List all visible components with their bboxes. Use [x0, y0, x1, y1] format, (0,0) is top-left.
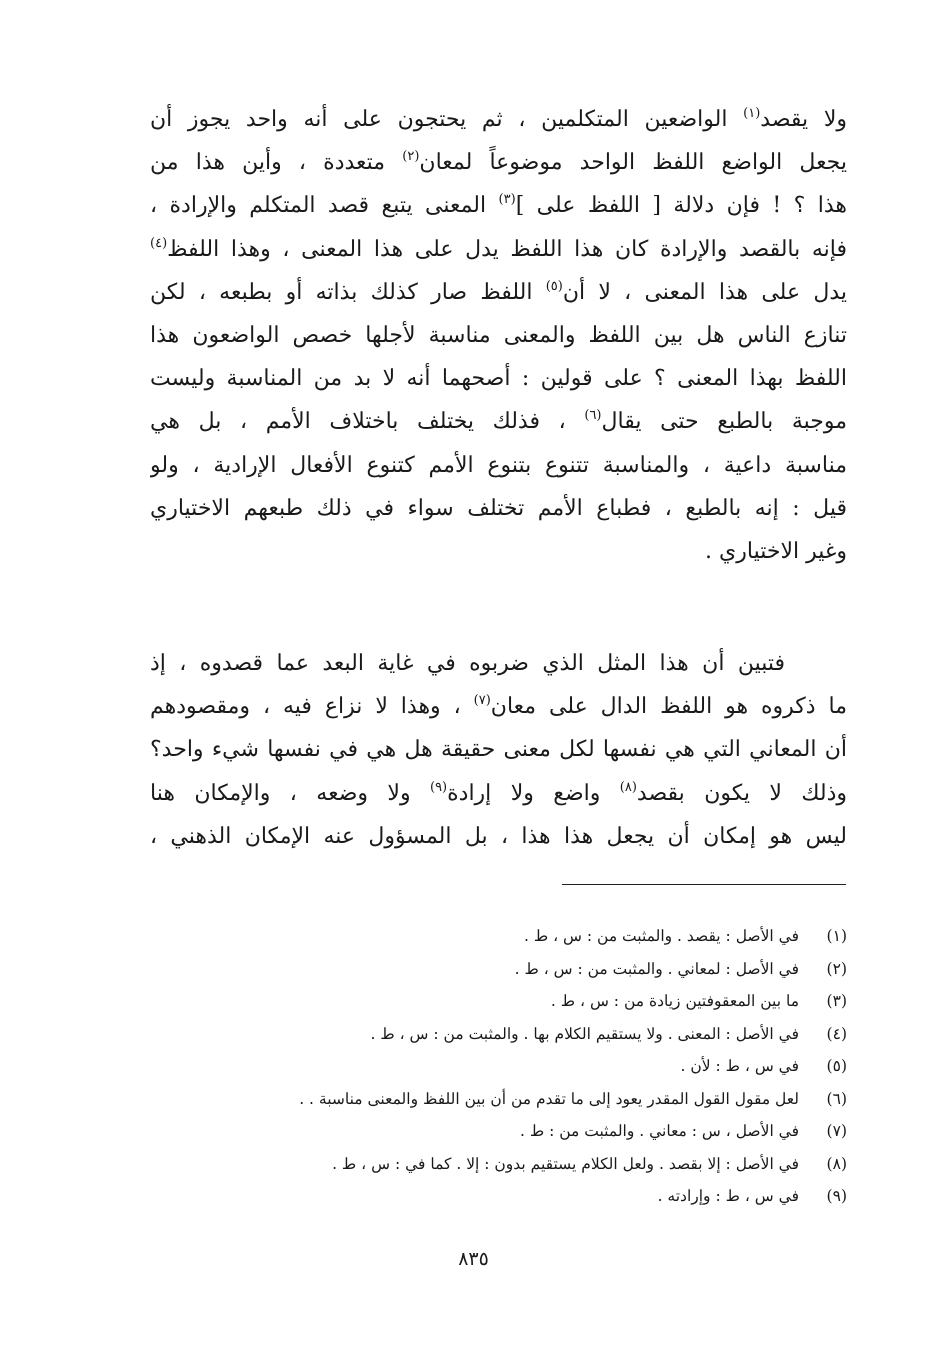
footnote-ref: (٣)	[498, 192, 516, 208]
text-line: فتبين أن هذا المثل الذي ضربوه في غاية البعد عما قصدوه ، إذ	[150, 651, 785, 676]
text-line: اللفظ بهذا المعنى ؟ على قولين : أصحهما أنه لا بد من المناسبة وليست	[150, 366, 847, 392]
footnote-text: في س ، ط : وإرادته .	[657, 1187, 799, 1205]
footnote-ref: (٢)	[402, 149, 420, 165]
footnote-item	[140, 1018, 847, 1051]
footnote-item	[140, 985, 847, 1018]
page-number: ٨٣٥	[458, 1248, 489, 1270]
footnote-item	[140, 1050, 847, 1083]
text-line: يجعل الواضع اللفظ الواحد موضوعاً لمعان$^{(٢)}$ متعددة ، وأين هذا من	[150, 149, 847, 176]
text-line: قيل : إنه بالطبع ، فطباع الأمم تختلف سواء في ذلك طبعهم الاختياري	[150, 495, 847, 521]
paragraph-1	[150, 98, 847, 573]
footnote-ref: (١)	[743, 106, 761, 121]
text-line: ما ذكروه هو اللفظ الدال على معان$^{(٧)}$ ، وهذا لا نزاع فيه ، ومقصودهم	[150, 693, 847, 720]
footnote-item	[140, 1115, 847, 1148]
footnote-text: في الأصل : يقصد . والمثبت من : س ، ط .	[523, 927, 799, 945]
text-line: فإنه بالقصد والإرادة كان هذا اللفظ يدل على هذا المعنى ، وهذا اللفظ$^{(٤)}$	[150, 235, 847, 262]
footnote-text: في س ، ط : لأن .	[680, 1057, 799, 1075]
footnote-separator	[562, 884, 846, 885]
text-line: ولا يقصد$^{(١)}$ الواضعين المتكلمين ، ثم يحتجون على أنه واحد يجوز أن	[150, 106, 847, 132]
paragraph-2	[150, 642, 847, 858]
footnote-item	[140, 1083, 847, 1116]
footnote-text: لعل مقول القول المقدر يعود إلى ما تقدم من أن بين اللفظ والمعنى مناسبة . .	[299, 1089, 799, 1108]
footnote-text: في الأصل : المعنى . ولا يستقيم الكلام بها . والمثبت من : س ، ط .	[370, 1024, 799, 1043]
footnote-number: (٨)	[826, 1154, 847, 1173]
footnote-item	[140, 953, 847, 986]
footnote-ref: (٩)	[429, 779, 448, 795]
footnote-number: (٦)	[826, 1089, 847, 1108]
footnote-number: (٩)	[826, 1187, 847, 1205]
footnote-ref: (٧)	[473, 693, 491, 709]
footnote-ref: (٥)	[545, 278, 563, 294]
footnote-text: في الأصل : إلا بقصد . ولعل الكلام يستقيم بدون : إلا . كما في : س ، ط .	[332, 1154, 799, 1173]
footnote-ref: (٨)	[619, 779, 637, 795]
footnote-item	[140, 920, 847, 953]
footnote-ref: (٦)	[584, 408, 602, 424]
text-line: هذا ؟ ! فإن دلالة [ اللفظ على ]$^{(٣)}$ المعنى يتبع قصد المتكلم والإرادة ،	[150, 192, 847, 219]
text-line: مناسبة داعية ، والمناسبة تتنوع بتنوع الأمم كتنوع الأفعال الإرادية ، ولو	[150, 452, 847, 478]
footnote-number: (٣)	[826, 992, 847, 1010]
footnote-text: في الأصل ، س : معاني . والمثبت من : ط .	[519, 1122, 799, 1140]
footnote-item	[140, 1180, 847, 1213]
text-line: وغير الاختياري .	[705, 539, 847, 565]
footnote-text: في الأصل : لمعاني . والمثبت من : س ، ط .	[514, 959, 799, 978]
footnote-number: (٢)	[826, 959, 847, 978]
footnote-number: (٧)	[826, 1122, 847, 1140]
text-line: أن المعاني التي هي نفسها لكل معنى حقيقة هل هي في نفسها شيء واحد؟	[150, 737, 847, 763]
footnote-number: (٤)	[826, 1024, 847, 1043]
text-line: وذلك لا يكون بقصد$^{(٨)}$ واضع ولا إرادة$^{(٩)}$ ولا وضعه ، والإمكان هنا	[150, 779, 847, 806]
text-line: تنازع الناس هل بين اللفظ والمعنى مناسبة لأجلها خصص الواضعون هذا	[150, 323, 847, 349]
text-line: موجبة بالطبع حتى يقال$^{(٦)}$ ، فذلك يختلف باختلاف الأمم ، بل هي	[150, 408, 847, 435]
footnote-number: (١)	[826, 927, 847, 945]
footnote-text: ما بين المعقوفتين زيادة من : س ، ط .	[550, 992, 799, 1010]
footnotes	[140, 920, 847, 1213]
footnote-number: (٥)	[826, 1057, 847, 1075]
text-line: ليس هو إمكان أن يجعل هذا هذا ، بل المسؤول عنه الإمكان الذهني ،	[150, 823, 847, 849]
footnote-item	[140, 1148, 847, 1181]
footnote-ref: (٤)	[150, 235, 168, 251]
text-line: يدل على هذا المعنى ، لا أن$^{(٥)}$ اللفظ صار كذلك بذاته أو بطبعه ، لكن	[150, 278, 847, 305]
